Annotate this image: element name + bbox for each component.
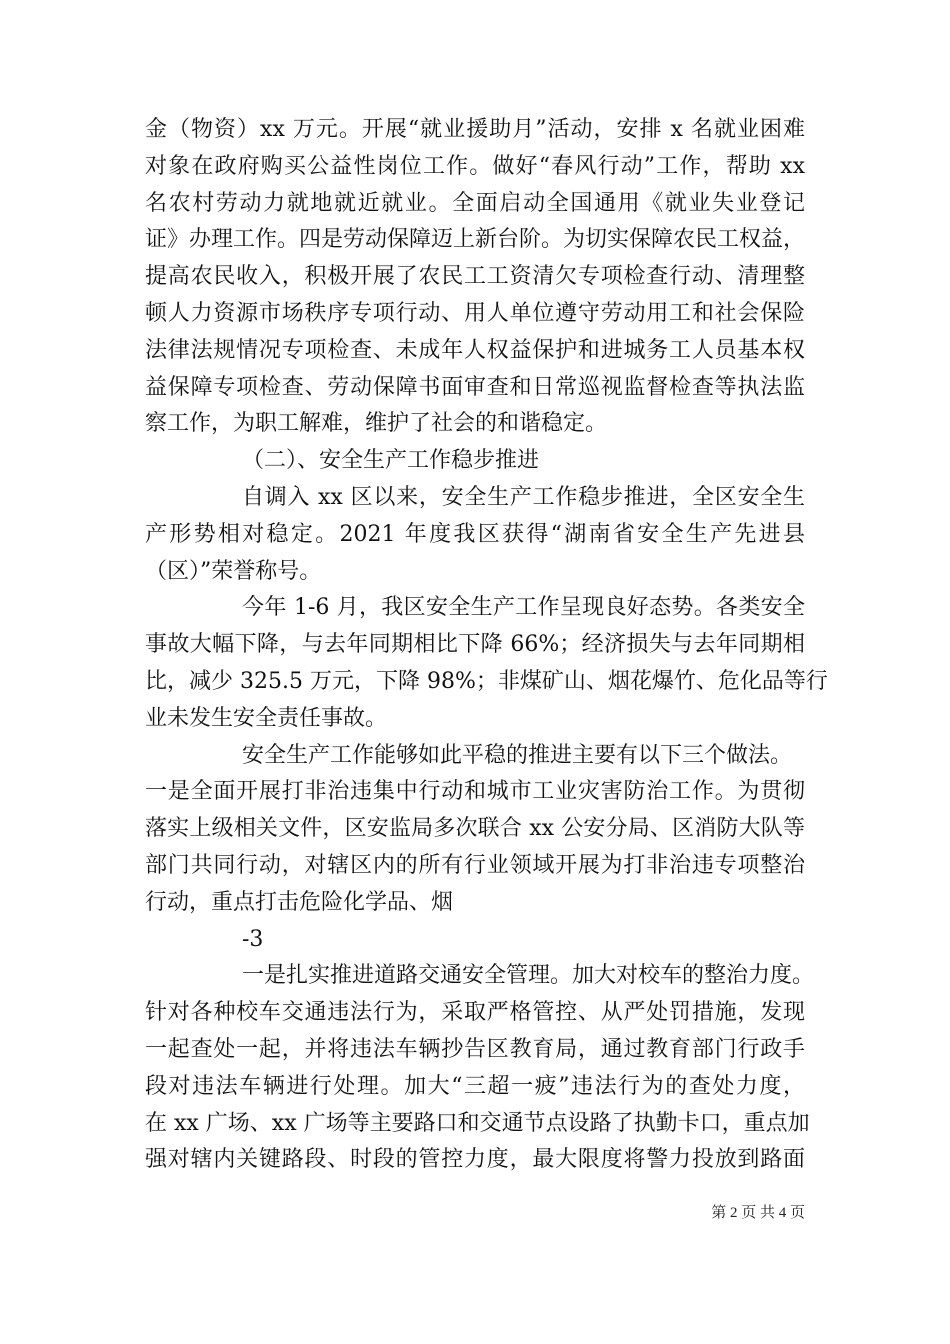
text-line: 事故大幅下降，与去年同期相比下降 66%；经济损失与去年同期相 [145,632,805,657]
text-line: 强对辖内关键路段、时段的管控力度，最大限度将警力投放到路面 [145,1147,805,1172]
section-heading: （二）、安全生产工作稳步推进 [242,448,540,473]
text-line: 段对违法车辆进行处理。加大“三超一疲”违法行为的查处力度， [145,1074,805,1099]
text-line: 针对各种校车交通违法行为，采取严格管控、从严处罚措施，发现 [145,1000,805,1025]
text-line: 在 xx 广场、xx 广场等主要路口和交通节点设路了执勤卡口，重点加 [145,1111,810,1136]
text-line: 证》办理工作。四是劳动保障迈上新台阶。为切实保障农民工权益， [145,227,806,252]
page-footer: 第 2 页 共 4 页 [711,1205,805,1221]
text-line: 行动，重点打击危险化学品、烟 [145,890,454,915]
text-line: 名农村劳动力就地就近就业。全面启动全国通用《就业失业登记 [145,191,805,216]
text-line: 比，减少 325.5 万元，下降 98%；非煤矿山、烟花爆竹、危化品等行 [145,669,828,694]
text-line: 一起查处一起，并将违法车辆抄告区教育局，通过教育部门行政手 [145,1037,805,1062]
text-line: 今年 1-6 月，我区安全生产工作呈现良好态势。各类安全 [242,595,805,620]
text-line: 法律法规情况专项检查、未成年人权益保护和进城务工人员基本权 [145,338,805,363]
text-line: 业未发生安全责任事故。 [145,706,388,731]
text-line: 一是扎实推进道路交通安全管理。加大对校车的整治力度。 [242,963,815,988]
text-line: （区）”荣誉称号。 [145,559,322,584]
text-line: 安全生产工作能够如此平稳的推进主要有以下三个做法。 [242,743,793,768]
text-line: 益保障专项检查、劳动保障书面审查和日常巡视监督检查等执法监 [145,375,805,400]
text-line: 自调入 xx 区以来，安全生产工作稳步推进，全区安全生 [242,485,805,510]
page-marker: -3 [242,927,264,952]
text-line: 金（物资）xx 万元。开展“就业援助月”活动，安排 x 名就业困难 [145,117,805,142]
text-line: 部门共同行动，对辖区内的所有行业领域开展为打非治违专项整治 [145,853,805,878]
text-line: 一是全面开展打非治违集中行动和城市工业灾害防治工作。为贯彻 [145,779,805,804]
text-line: 察工作，为职工解难，维护了社会的和谐稳定。 [145,411,608,436]
text-line: 落实上级相关文件，区安监局多次联合 xx 公安分局、区消防大队等 [145,816,805,841]
text-line: 顿人力资源市场秩序专项行动、用人单位遵守劳动用工和社会保险 [145,301,805,326]
text-line: 对象在政府购买公益性岗位工作。做好“春风行动”工作，帮助 xx [145,154,805,179]
text-line: 产形势相对稳定。2021 年度我区获得“湖南省安全生产先进县 [145,522,805,547]
text-line: 提高农民收入，积极开展了农民工工资清欠专项检查行动、清理整 [145,264,805,289]
